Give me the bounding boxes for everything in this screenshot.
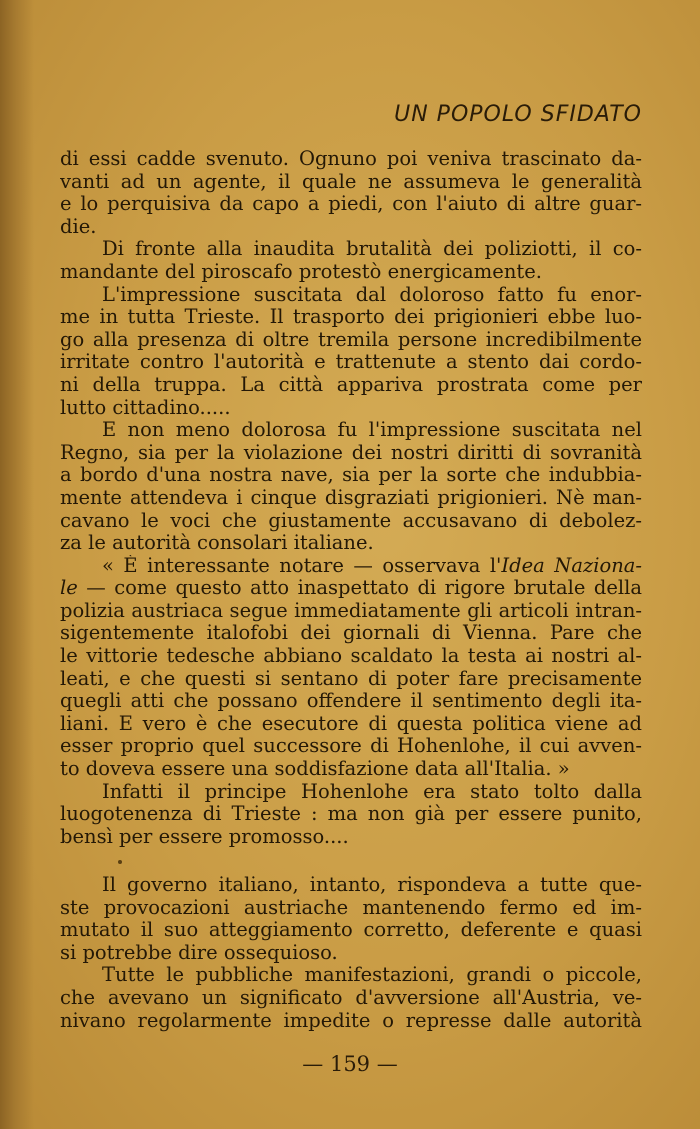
text-line: esser proprio quel successore di Hohenlohe, il cui avven- [60, 735, 642, 758]
text-line: lutto cittadino..... [60, 396, 231, 419]
text-line: ni della truppa. La città appariva prostrata come per [60, 373, 642, 396]
text-line: to doveva essere una soddisfazione data all'Italia. » [60, 758, 570, 781]
text-line: irritate contro l'autorità e trattenute a stento dai cordo- [60, 351, 642, 374]
paragraph-start-line: Di fronte alla inaudita brutalità dei poliziotti, il co- [102, 238, 642, 261]
text-line: sigentemente italofobi dei giornali di Vienna. Pare che [60, 622, 642, 645]
text-line [60, 577, 642, 600]
text-line: mutato il suo atteggiamento corretto, deferente e quasi [60, 919, 642, 942]
text-line: bensì per essere promosso.... [60, 825, 349, 848]
section-break-mark [118, 860, 122, 864]
text-line: a bordo d'una nostra nave, sia per la sorte che indubbia- [60, 464, 642, 487]
text-line: nivano regolarmente impedite o represse dalle autorità [60, 1009, 642, 1032]
text-line: si potrebbe dire ossequioso. [60, 941, 338, 964]
text-line: e lo perquisiva da capo a piedi, con l'aiuto di altre guar- [60, 193, 642, 216]
text-line: ste provocazioni austriache mantenendo fermo ed im- [60, 896, 642, 919]
second-text-section [60, 874, 642, 1032]
text-line: me in tutta Trieste. Il trasporto dei prigionieri ebbe luo- [60, 306, 642, 329]
text-line: go alla presenza di oltre tremila persone incredibilmente [60, 328, 642, 351]
text-line: mandante del piroscafo protestò energicamente. [60, 260, 542, 283]
text-line: mente attendeva i cinque disgraziati prigionieri. Nè man- [60, 486, 642, 509]
text-line: polizia austriaca segue immediatamente gli articoli intran- [60, 599, 642, 622]
quote-text: — come questo atto inaspettato di rigore brutale della [77, 577, 642, 600]
quote-start-line [60, 555, 642, 578]
paragraph-start-line: L'impressione suscitata dal doloroso fatto fu enor- [102, 283, 642, 306]
text-line: le vittorie tedesche abbiano scaldato la testa ai nostri al- [60, 645, 642, 668]
page-number: — 159 — [302, 1052, 398, 1076]
paragraph-start-line: Tutte le pubbliche manifestazioni, grandi o piccole, [102, 964, 642, 987]
text-line: Regno, sia per la violazione dei nostri diritti di sovranità [60, 441, 642, 464]
quote-text: « È interessante notare — osservava l' [102, 554, 502, 577]
paragraph-start-line: Il governo italiano, intanto, rispondeva a tutte que- [102, 874, 642, 896]
text-line: liani. E vero è che esecutore di questa politica viene ad [60, 712, 642, 735]
text-line: di essi cadde svenuto. Ognuno poi veniva trascinato da- [60, 148, 642, 170]
text-line: che avevano un significato d'avversione all'Austria, ve- [60, 986, 642, 1009]
main-text-section [60, 148, 642, 848]
text-line: vanti ad un agente, il quale ne assumeva le generalità [60, 170, 642, 193]
paragraph-start-line: Infatti il principe Hohenlohe era stato tolto dalla [102, 780, 642, 803]
text-line: die. [60, 215, 97, 238]
text-line: quegli atti che possano offendere il sentimento degli ita- [60, 690, 642, 713]
newspaper-title: Idea Naziona- [501, 554, 642, 577]
running-head: UN POPOLO SFIDATO [394, 102, 642, 127]
text-line: luogotenenza di Trieste : ma non già per essere punito, [60, 803, 642, 826]
text-line: cavano le voci che giustamente accusavano di debolez- [60, 509, 642, 532]
paragraph-start-line: E non meno dolorosa fu l'impressione suscitata nel [102, 419, 642, 442]
text-line: za le autorità consolari italiane. [60, 532, 374, 555]
text-line: leati, e che questi si sentano di poter fare precisamente [60, 667, 642, 690]
newspaper-title-end: le [60, 577, 78, 600]
